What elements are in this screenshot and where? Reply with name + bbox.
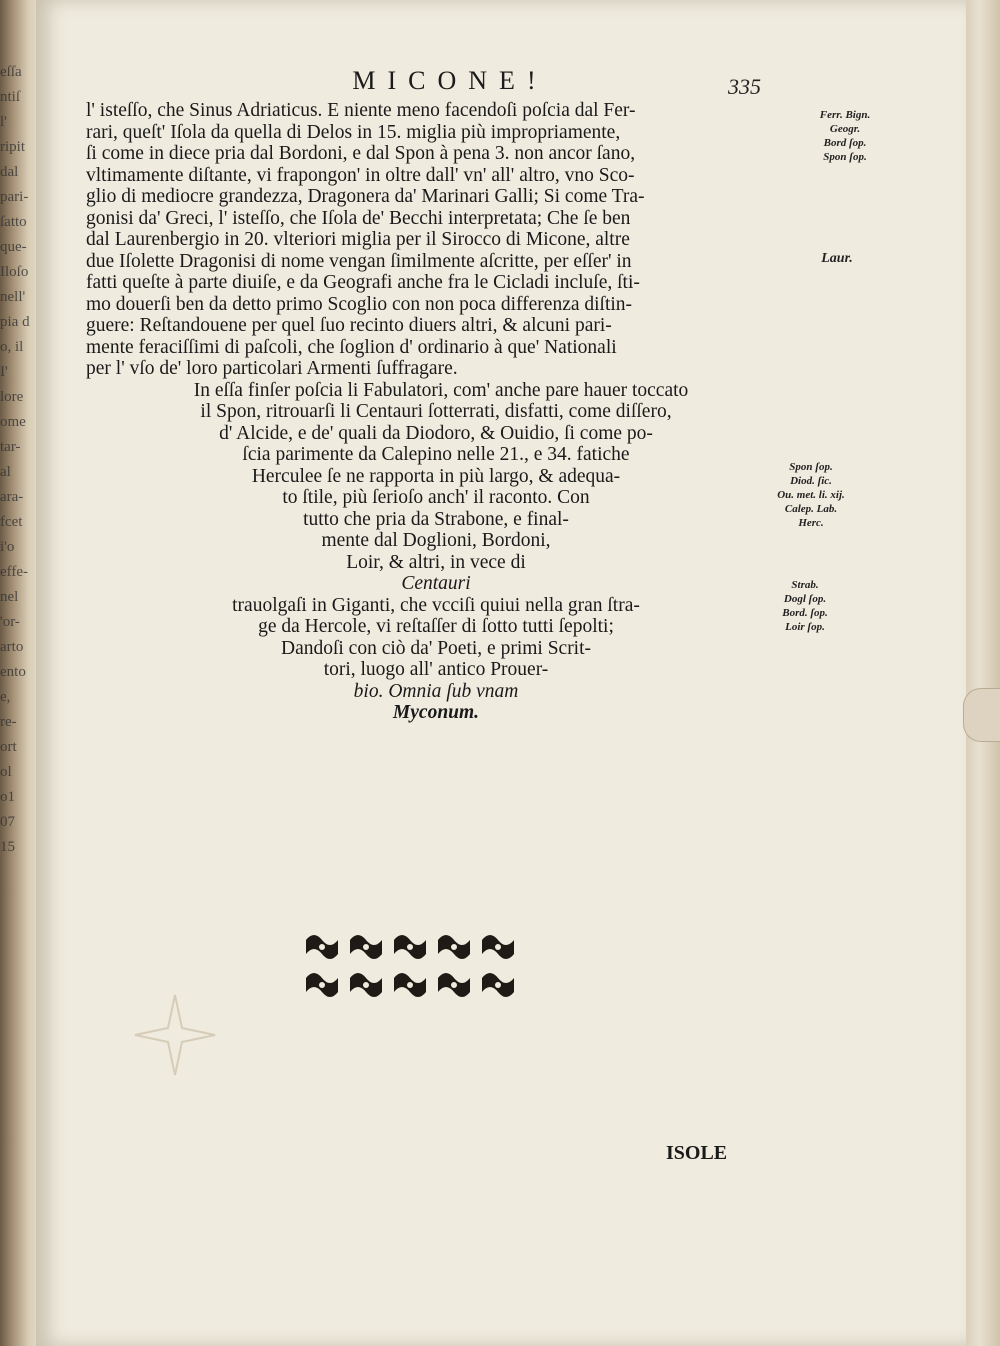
text-line: mo douerſi ben da detto primo Scoglio con non poca differenza diſtin- [86, 293, 633, 315]
margin-note-line: Bord. ſop. [782, 607, 828, 619]
taper-line: Myconum. [392, 702, 480, 723]
text-line: fatti queſte à parte diuiſe, e da Geografi anche fra le Cicladi incluſe, ſti- [86, 272, 640, 293]
previous-page-fragment: ome [0, 414, 26, 430]
text-line: gonisi da' Greci, l' isteſſo, che Iſola de' Becchi interpretata; Che ſe ben [86, 207, 631, 229]
taper-line: tori, luogo all' antico Prouer- [323, 659, 549, 680]
taper-line: d' Alcide, e de' quali da Diodoro, & Ouidio, ſi come po- [219, 422, 653, 444]
printer-ornament [300, 928, 530, 1010]
margin-note-line: Ferr. Bign. [819, 109, 871, 121]
text-line: l' isteſſo, che Sinus Adriaticus. E niente meno facendoſi poſcia dal Fer- [86, 100, 636, 121]
previous-page-fragment: lore [0, 389, 24, 405]
previous-page-fragment: i'o [0, 539, 15, 555]
previous-page-fragment: tar- [0, 439, 21, 455]
previous-page-fragment: ento [0, 664, 26, 680]
catchword: ISOLE [666, 1142, 728, 1164]
text-line: due Iſolette Dragonisi di nome vengan ſimilmente aſcritte, per eſſer' in [86, 250, 632, 272]
taper-line: mente dal Doglioni, Bordoni, [321, 530, 551, 551]
taper-line: ſcia parimente da Calepino nelle 21., e 34. fatiche [242, 444, 630, 465]
previous-page-fragment: ort [0, 739, 17, 755]
previous-page-fragment: 07 [0, 814, 15, 830]
previous-page-fragment: 15 [0, 839, 15, 855]
margin-note-2 [792, 252, 882, 266]
text-line: dal Laurenbergio in 20. vlteriori miglia per il Sirocco di Micone, altre [86, 229, 630, 250]
previous-page-fragment: dal [0, 164, 19, 180]
previous-page-fragment: al [0, 464, 11, 480]
taper-line: In eſſa finſer poſcia li Fabulatori, com' anche pare hauer toccato [193, 379, 689, 401]
previous-page-fragment: eſſa [0, 64, 22, 80]
margin-note-1 [800, 108, 890, 164]
previous-page-fragment: effe- [0, 564, 29, 580]
previous-page-fragment: o, il [0, 339, 24, 355]
taper-line: Loir, & altri, in vece di [346, 551, 526, 573]
taper-line: il Spon, ritrouarſi li Centauri ſotterrati, disfatti, come diſſero, [200, 401, 672, 422]
previous-page-fragment: e, [0, 689, 11, 705]
previous-page-fragment: fcet [0, 514, 23, 530]
previous-page-edge [0, 60, 30, 1140]
previous-page-fragment: o1 [0, 789, 15, 805]
taper-line: to ſtile, più ſerioſo anch' il raconto. Con [282, 487, 590, 508]
margin-note-line: Strab. [791, 579, 819, 591]
text-line: ſi come in diece pria dal Bordoni, e dal Spon à pena 3. non ancor ſano, [86, 143, 636, 164]
taper-line: trauolgaſi in Giganti, che vcciſi quiui nella gran ſtra- [232, 594, 640, 616]
running-head: MICONE! [352, 66, 548, 95]
previous-page-fragment: I' [0, 364, 8, 380]
previous-page-fragment: Iloſo [0, 264, 29, 280]
previous-page-fragment: pia d [0, 314, 30, 330]
page-edge-right [966, 0, 1000, 1346]
text-line: glio di mediocre grandezza, Dragonera da' Marinari Galli; Si come Tra- [86, 186, 645, 207]
margin-note-line: Spon ſop. [789, 461, 833, 473]
margin-note-line: Loir ſop. [785, 621, 825, 633]
taper-line: Herculee ſe ne rapporta in più largo, & adequa- [251, 465, 621, 487]
margin-note-line: Ou. met. li. xij. [777, 489, 845, 501]
taper-line: ge da Hercole, vi reſtaſſer di ſotto tutti ſepolti; [258, 616, 614, 637]
previous-page-fragment: pari- [0, 189, 29, 205]
previous-page-fragment: l' [0, 114, 7, 130]
text-line: mente feraciſſimi di paſcoli, che ſoglion d' ordinario à que' Nationali [86, 336, 617, 358]
taper-line: tutto che pria da Strabone, e final- [303, 508, 569, 530]
previous-page-fragment: ol [0, 764, 12, 780]
previous-page-fragment: ripit [0, 139, 25, 155]
margin-note-line: Spon ſop. [823, 151, 867, 163]
page-number: 335 [728, 74, 761, 99]
taper-line: Centauri [401, 573, 471, 594]
text-line: rari, queſt' Iſola da quella di Delos in 15. miglia più impropriamente, [86, 121, 621, 143]
previous-page-fragment: ara- [0, 489, 24, 505]
taper-line: Dandoſi con ciò da' Poeti, e primi Scrit- [280, 637, 592, 659]
previous-page-fragment: re- [0, 714, 17, 730]
previous-page-fragment: 'or- [0, 614, 20, 630]
previous-page-fragment: ntiſ [0, 89, 21, 105]
margin-note-line: Diod. ſic. [790, 475, 832, 487]
taper-line: bio. Omnia ſub vnam [353, 680, 519, 702]
margin-note-line: Geogr. [829, 123, 861, 135]
margin-note-line: Dogl ſop. [783, 593, 827, 605]
margin-note-3 [766, 460, 856, 530]
margin-note-line: Bord ſop. [823, 137, 867, 149]
margin-note-line: Calep. Lab. [784, 503, 838, 515]
main-text-block [86, 100, 786, 724]
show-through-star-icon [130, 990, 220, 1080]
text-line: guere: Reſtandouene per quel ſuo recinto diuers altri, & alcuni pari- [86, 315, 612, 336]
previous-page-fragment: arto [0, 639, 24, 655]
previous-page-fragment: nel [0, 589, 19, 605]
margin-note-line: Herc. [798, 517, 824, 529]
previous-page-fragment: que- [0, 239, 27, 255]
text-line: per l' vſo de' loro particolari Armenti ſuffragare. [86, 358, 458, 379]
page-tab-marker [963, 688, 1000, 742]
text-line: vltimamente diſtante, vi frapongon' in oltre dall' vn' all' altro, vno Sco- [86, 164, 635, 186]
margin-note-line: Laur. [821, 251, 853, 266]
previous-page-fragment: nell' [0, 289, 26, 305]
previous-page-fragment: ſatto [0, 214, 27, 230]
margin-note-4 [760, 578, 850, 634]
